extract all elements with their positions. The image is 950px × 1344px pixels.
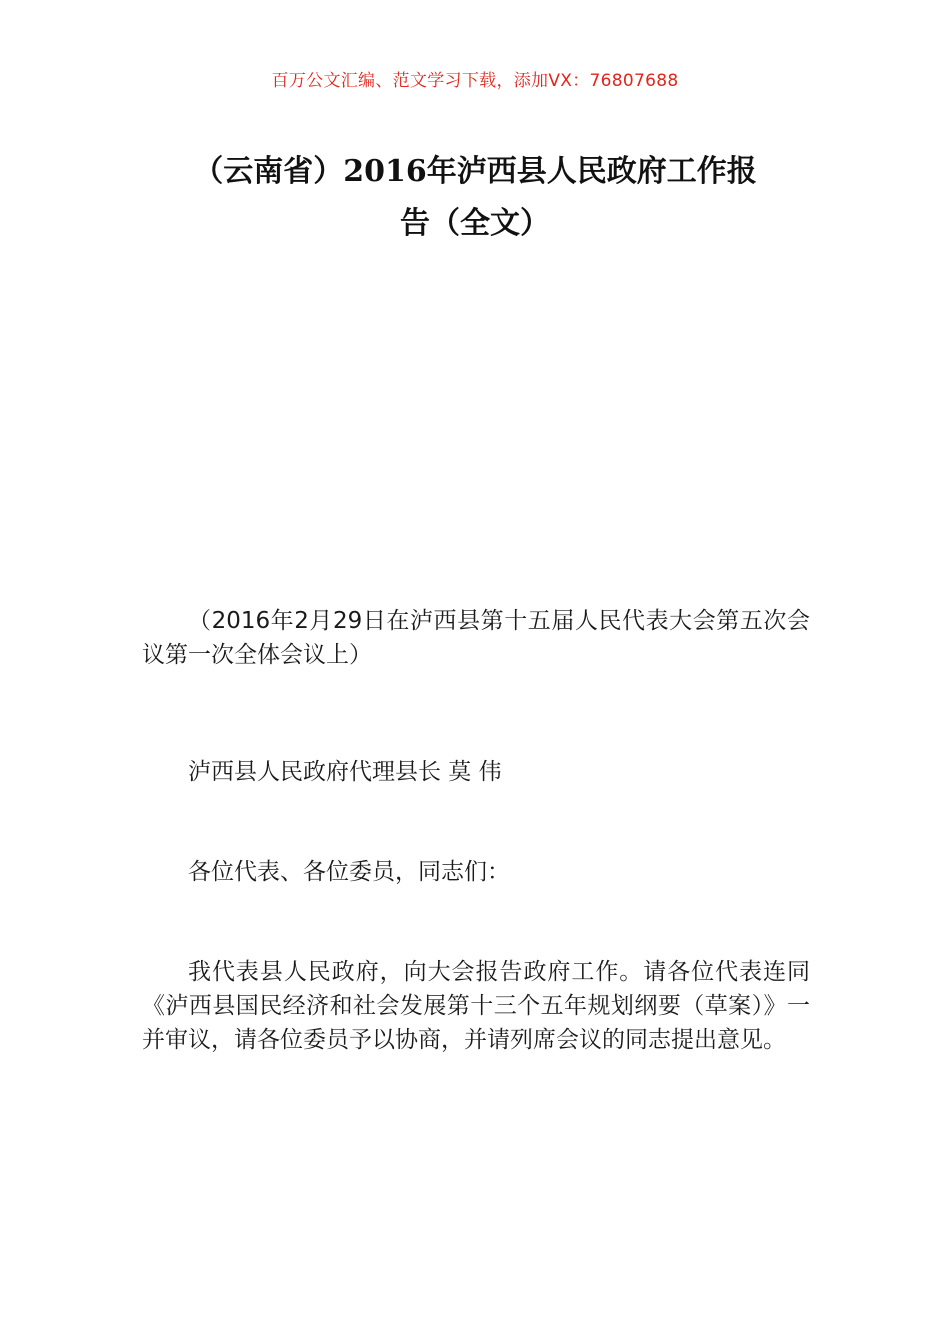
meeting-info-text: （2016年2月29日在泸西县第十五届人民代表大会第五次会议第一次全体会议上）: [142, 608, 810, 668]
speaker-paragraph: [142, 755, 810, 789]
header-promo-note: 百万公文汇编、范文学习下载，添加VX：76807688: [271, 71, 679, 91]
title-line-1: （云南省）2016年泸西县人民政府工作报: [193, 154, 757, 189]
document-title: [140, 146, 810, 250]
opening-paragraph: [142, 955, 810, 1057]
greeting-text: 各位代表、各位委员，同志们：: [188, 859, 510, 885]
speaker-text: 泸西县人民政府代理县长 莫 伟: [188, 759, 502, 785]
greeting-paragraph: [142, 855, 810, 889]
title-line-2: 告（全文）: [400, 206, 550, 241]
opening-text: 我代表县人民政府，向大会报告政府工作。请各位代表连同《泸西县国民经济和社会发展第十三个五年规划纲要（草案）》一并审议，请各位委员予以协商，并请列席会议的同志提出意见。: [142, 959, 810, 1053]
meeting-info-paragraph: [142, 604, 810, 672]
